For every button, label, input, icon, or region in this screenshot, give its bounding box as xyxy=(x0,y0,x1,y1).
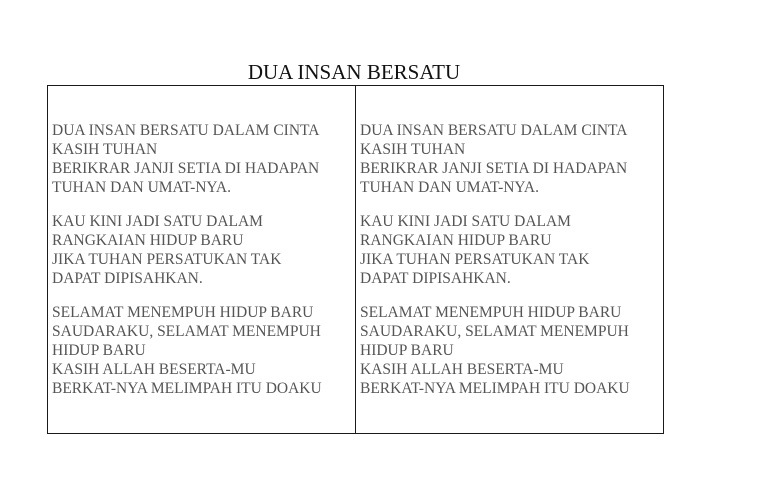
stanza-1: DUA INSAN BERSATU DALAM CINTA KASIH TUHAN BERIKRAR JANJI SETIA DI HADAPAN TUHAN DAN UMAT-NYA. xyxy=(360,122,628,196)
stanza-2: KAU KINI JADI SATU DALAM RANGKAIAN HIDUP BARU JIKA TUHAN PERSATUKAN TAK DAPAT DIPISAHKAN. xyxy=(360,213,590,287)
lyrics-column-left xyxy=(48,86,355,433)
stanza-2: KAU KINI JADI SATU DALAM RANGKAIAN HIDUP BARU JIKA TUHAN PERSATUKAN TAK DAPAT DIPISAHKAN. xyxy=(52,213,282,287)
lyrics-column-right xyxy=(355,86,663,433)
document-title: DUA INSAN BERSATU xyxy=(247,60,461,84)
stanza-3: SELAMAT MENEMPUH HIDUP BARU SAUDARAKU, SELAMAT MENEMPUH HIDUP BARU KASIH ALLAH BESERTA-MU BERKAT-NYA MELIMPAH ITU DOAKU xyxy=(52,304,322,397)
stanza-3: SELAMAT MENEMPUH HIDUP BARU SAUDARAKU, SELAMAT MENEMPUH HIDUP BARU KASIH ALLAH BESERTA-MU BERKAT-NYA MELIMPAH ITU DOAKU xyxy=(360,304,630,397)
lyrics-table xyxy=(47,85,664,434)
stanza-1: DUA INSAN BERSATU DALAM CINTA KASIH TUHAN BERIKRAR JANJI SETIA DI HADAPAN TUHAN DAN UMAT-NYA. xyxy=(52,122,320,196)
